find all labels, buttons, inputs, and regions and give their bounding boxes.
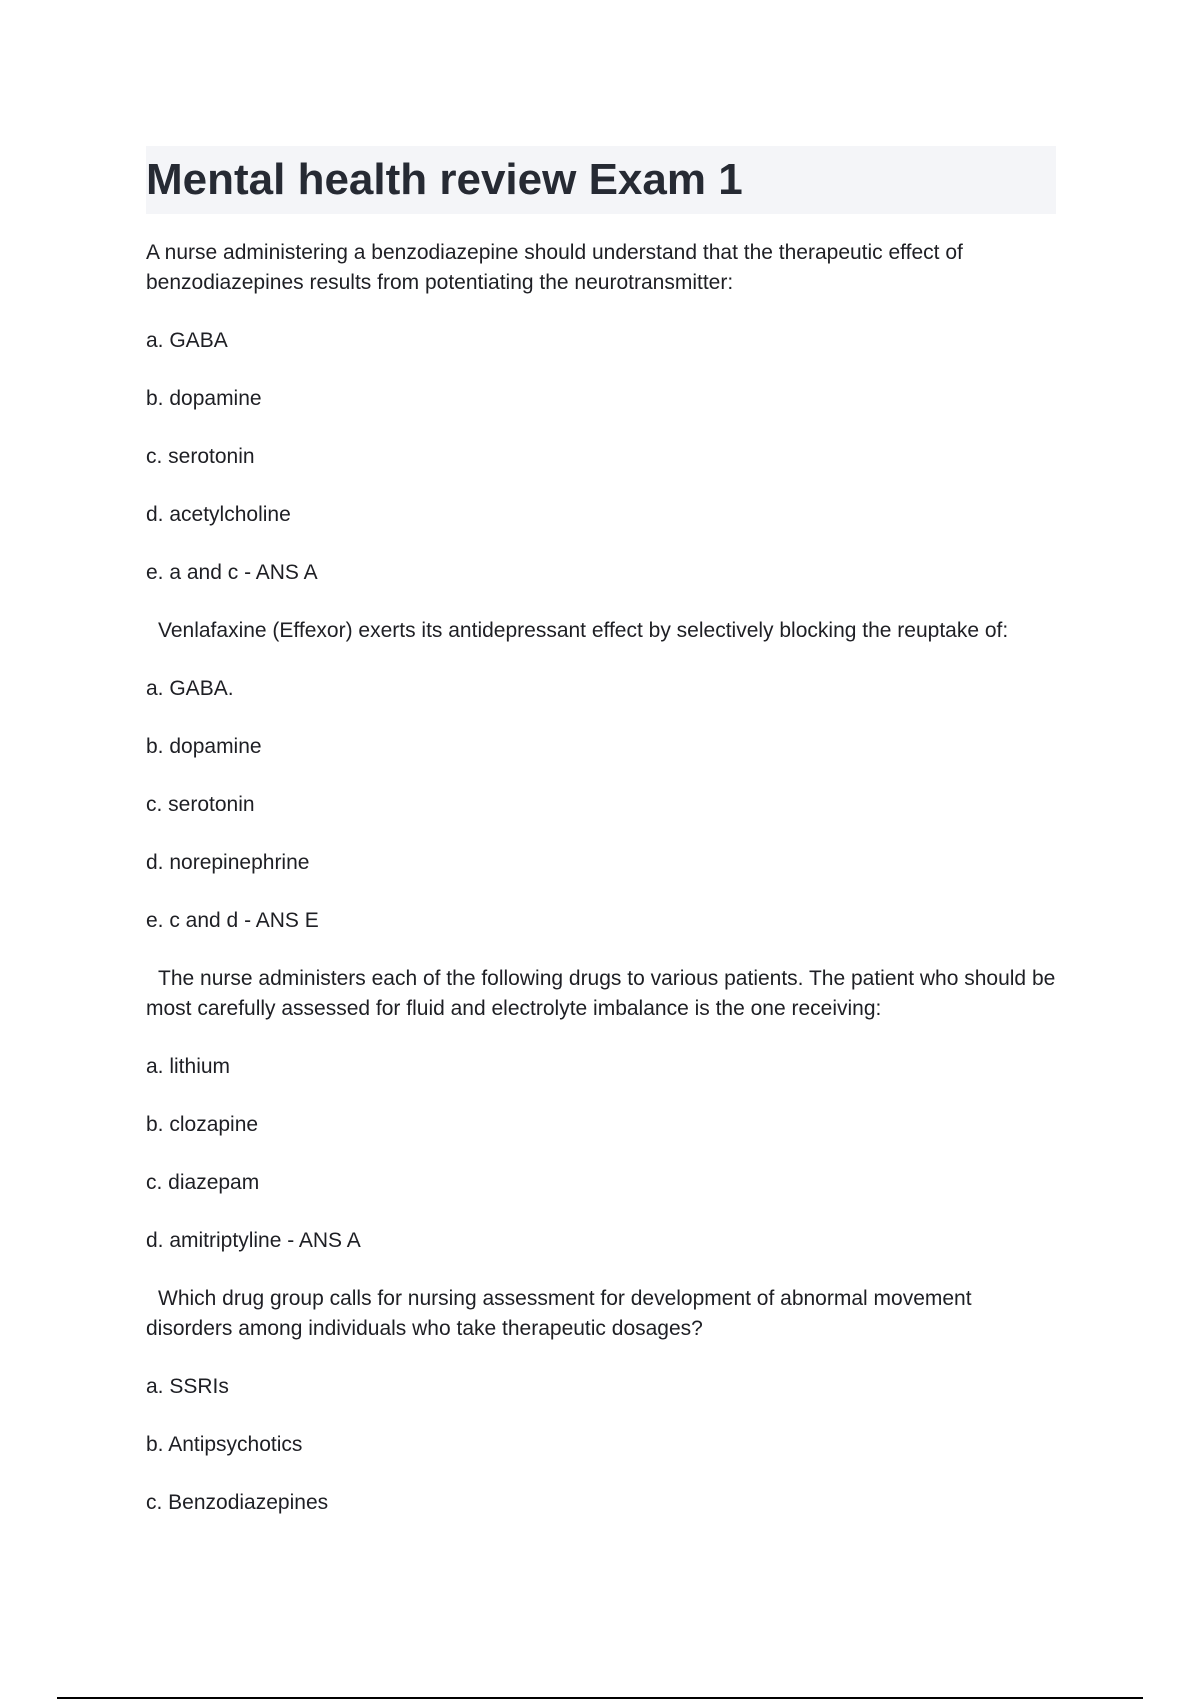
answer-option: d. norepinephrine	[146, 851, 310, 874]
question-prompt: Which drug group calls for nursing assessment for development of abnormal movement disorders among individuals who take therapeutic dosages?	[146, 1287, 972, 1340]
question-prompt: Venlafaxine (Effexor) exerts its antidepressant effect by selectively blocking the reuptake of:	[158, 619, 1009, 642]
page-title: Mental health review Exam 1	[146, 155, 743, 204]
answer-option: b. Antipsychotics	[146, 1433, 303, 1456]
answer-option: e. c and d - ANS E	[146, 909, 319, 932]
answer-option: b. clozapine	[146, 1113, 259, 1136]
answer-option: a. GABA	[146, 329, 228, 352]
answer-option: d. amitriptyline - ANS A	[146, 1229, 361, 1252]
question-block-2	[146, 616, 1061, 936]
answer-option: a. SSRIs	[146, 1375, 229, 1398]
question-prompt: The nurse administers each of the following drugs to various patients. The patient who should be most carefully assessed for fluid and electrolyte imbalance is the one receiving:	[146, 967, 1056, 1020]
answer-option: c. serotonin	[146, 793, 255, 816]
answer-option: a. GABA.	[146, 677, 234, 700]
answer-option: c. serotonin	[146, 445, 255, 468]
question-block-1	[146, 238, 1061, 588]
answer-option: e. a and c - ANS A	[146, 561, 318, 584]
document-content	[146, 238, 1061, 1546]
answer-option: a. lithium	[146, 1055, 231, 1078]
answer-option: d. acetylcholine	[146, 503, 291, 526]
answer-option: b. dopamine	[146, 735, 262, 758]
answer-option: b. dopamine	[146, 387, 262, 410]
question-block-4	[146, 1284, 1061, 1518]
question-prompt: A nurse administering a benzodiazepine should understand that the therapeutic effect of benzodiazepines results from potentiating the neurotransmitter:	[146, 241, 963, 294]
footer-divider	[57, 1697, 1143, 1699]
answer-option: c. diazepam	[146, 1171, 260, 1194]
answer-option: c. Benzodiazepines	[146, 1491, 329, 1514]
question-block-3	[146, 964, 1061, 1256]
